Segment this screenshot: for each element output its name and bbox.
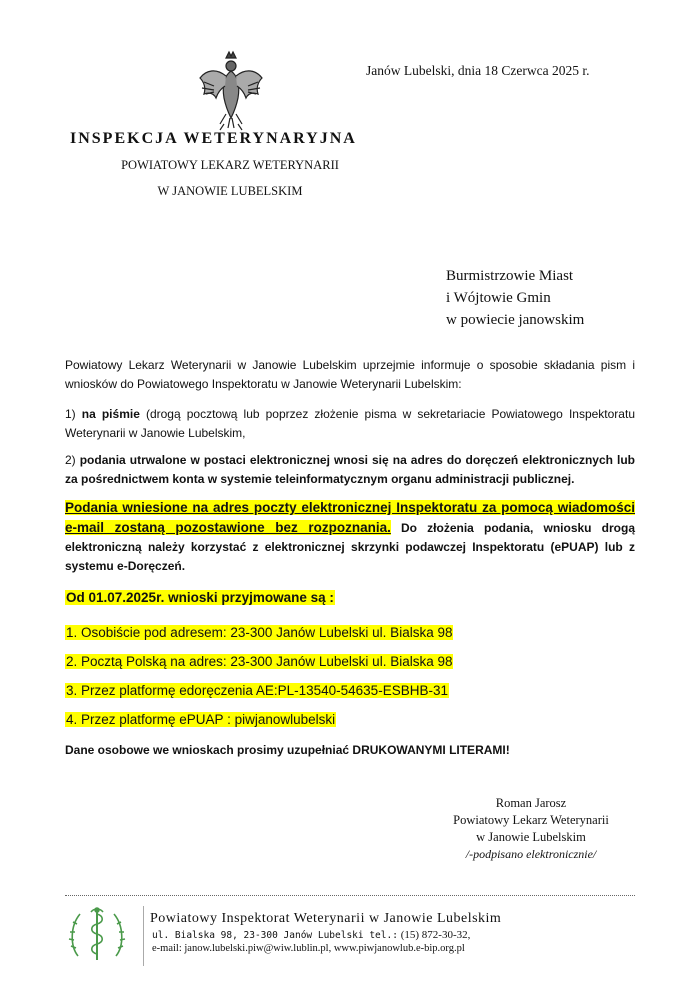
footer-street-address: ul. Bialska 98, 23-300 Janów Lubelski tel.: xyxy=(152,930,398,941)
submission-method-3: 3. Przez platformę edoręczenia AE:PL-13540-54635-ESBHB-31 xyxy=(66,683,448,698)
veterinary-caduceus-logo-icon xyxy=(64,902,130,968)
submission-start-date: Od 01.07.2025r. wnioski przyjmowane są : xyxy=(66,590,334,605)
addressee-line-3: w powiecie janowskim xyxy=(446,312,585,328)
signatory-name: Roman Jarosz xyxy=(495,796,567,810)
email-warning-rest: Do złożenia podania, wniosku drogą elektroniczną należy korzystać z elektronicznej skrzynki podawczej Inspektoratu (ePUAP) lub z systemu e-Doręczeń. xyxy=(65,521,635,573)
addressee-line-1: Burmistrzowie Miast xyxy=(446,268,574,284)
signature-block xyxy=(426,795,636,863)
signatory-title-1: Powiatowy Lekarz Weterynarii xyxy=(453,813,609,827)
paragraph-2-number: 2) xyxy=(65,453,76,467)
submission-method-4: 4. Przez platformę ePUAP : piwjanowlubelski xyxy=(66,712,336,727)
paragraph-2 xyxy=(65,451,635,489)
footer-separator xyxy=(143,906,144,966)
footer-divider xyxy=(65,895,635,896)
paragraph-2-bold: podania utrwalone w postaci elektronicznej wnosi się na adres do doręczeń elektronicznych lub za pośrednictwem konta w systemie teleinformatycznym organu administracji publicznej. xyxy=(65,453,635,486)
addressee-block xyxy=(446,265,584,331)
addressee-line-2: i Wójtowie Gmin xyxy=(446,290,551,306)
eagle-emblem-icon xyxy=(196,48,266,134)
footer-address xyxy=(152,929,470,941)
institution-subtitle-2: W JANOWIE LUBELSKIM xyxy=(157,184,303,198)
institution-subtitle-1: POWIATOWY LEKARZ WETERYNARII xyxy=(121,158,339,172)
email-warning-highlight: Podania wniesione na adres poczty elektronicznej Inspektoratu za pomocą wiadomości e-mail zostaną pozostawione bez rozpoznania. xyxy=(65,500,635,535)
footer-contact: e-mail: janow.lubelski.piw@wiw.lublin.pl, www.piwjanowlub.e-bip.org.pl xyxy=(152,943,465,954)
document-date: Janów Lubelski, dnia 18 Czerwca 2025 r. xyxy=(366,63,590,78)
signatory-title-2: w Janowie Lubelskim xyxy=(476,830,586,844)
institution-title: INSPEKCJA WETERYNARYJNA xyxy=(70,130,357,147)
intro-paragraph: Powiatowy Lekarz Weterynarii w Janowie Lubelskim uprzejmie informuje o sposobie składania pism i wniosków do Powiatowego Inspektoratu w Janowie Weterynarii Lubelskim: xyxy=(65,358,635,391)
signature-note: /-podpisano elektronicznie/ xyxy=(465,847,597,861)
submission-method-1: 1. Osobiście pod adresem: 23-300 Janów Lubelski ul. Bialska 98 xyxy=(66,625,453,640)
personal-data-note: Dane osobowe we wnioskach prosimy uzupełniać DRUKOWANYMI LITERAMI! xyxy=(65,743,510,757)
email-warning-paragraph xyxy=(65,498,635,576)
footer-organization-name: Powiatowy Inspektorat Weterynarii w Janowie Lubelskim xyxy=(150,911,502,926)
paragraph-1-number: 1) xyxy=(65,407,76,421)
paragraph-1-rest: (drogą pocztową lub poprzez złożenie pisma w sekretariacie Powiatowego Inspektoratu Weterynarii w Janowie Lubelskim, xyxy=(65,407,635,440)
paragraph-1 xyxy=(65,405,635,443)
footer-phone: (15) 872-30-32, xyxy=(400,929,471,941)
paragraph-1-bold: na piśmie xyxy=(81,407,140,421)
submission-method-2: 2. Pocztą Polską na adres: 23-300 Janów Lubelski ul. Bialska 98 xyxy=(66,654,453,669)
